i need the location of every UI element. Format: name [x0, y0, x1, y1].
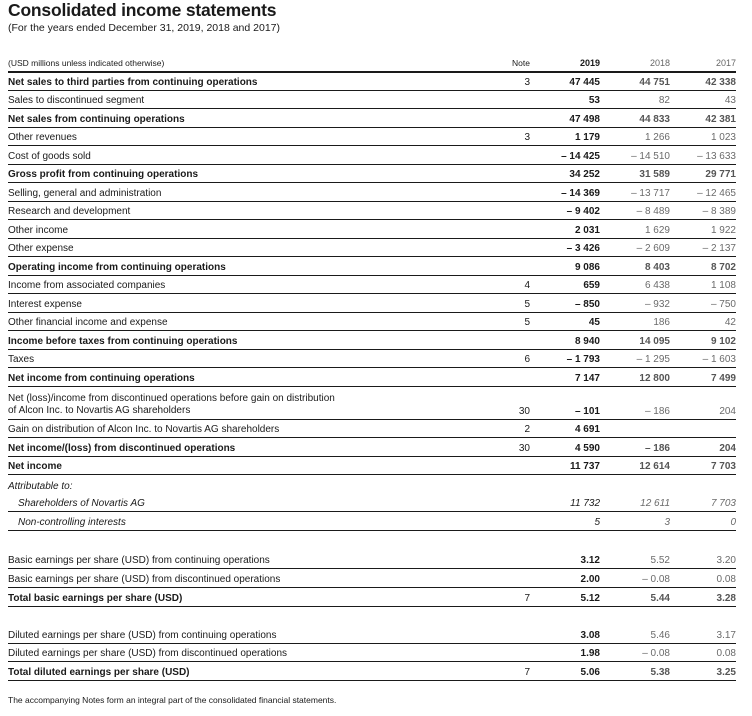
- table-row: [8, 220, 736, 239]
- row-note: 3: [524, 132, 530, 143]
- row-label: Other revenues: [8, 132, 77, 143]
- footnote: The accompanying Notes form an integral part of the consolidated financial statements.: [8, 695, 337, 705]
- row-label: Sales to discontinued segment: [8, 95, 145, 106]
- value-2019: 5.12: [580, 592, 600, 604]
- value-2018: 82: [658, 95, 670, 106]
- row-label: Cost of goods sold: [8, 150, 91, 162]
- value-2017: 7 499: [710, 372, 736, 384]
- value-2018: 1 629: [644, 224, 670, 236]
- value-2019: – 1 793: [566, 354, 600, 365]
- value-2019: 659: [583, 280, 600, 291]
- table-row: [8, 183, 736, 202]
- table-row: [8, 72, 736, 91]
- value-2018: – 2 609: [636, 243, 670, 254]
- value-2019: – 14 369: [561, 187, 600, 199]
- row-label: Basic earnings per share (USD) from continuing operations: [8, 554, 270, 566]
- table-row: [8, 128, 736, 147]
- value-2019: 8 940: [574, 335, 600, 347]
- value-2018: 5.44: [650, 592, 670, 604]
- value-2017: 204: [719, 405, 736, 417]
- value-2019: 3.12: [580, 554, 600, 566]
- value-2017: 42: [724, 317, 736, 328]
- value-2018: 1 266: [644, 132, 670, 143]
- row-label: Non-controlling interests: [18, 516, 126, 528]
- value-2019: 7 147: [574, 372, 600, 384]
- row-label: Selling, general and administration: [8, 187, 162, 199]
- units-label: (USD millions unless indicated otherwise): [8, 58, 165, 68]
- value-2017: 3.25: [716, 666, 736, 678]
- table-row: [8, 512, 736, 531]
- table-row: [8, 420, 736, 439]
- value-2017: – 1 603: [702, 354, 736, 365]
- table-row: [8, 550, 736, 569]
- value-2019: 5.06: [580, 666, 600, 678]
- value-2019: – 850: [574, 298, 600, 310]
- value-2017: 0.08: [716, 573, 736, 585]
- row-note: 30: [518, 442, 530, 454]
- value-2018: 6 438: [644, 280, 670, 291]
- row-label: Income from associated companies: [8, 280, 166, 291]
- table-row: [8, 146, 736, 165]
- table-row: [8, 165, 736, 184]
- value-2019: 47 445: [569, 76, 600, 88]
- table-row: [8, 644, 736, 663]
- value-2018: 44 751: [639, 76, 670, 88]
- row-note: 5: [524, 317, 530, 328]
- value-2018: 5.38: [650, 666, 670, 678]
- row-note: 2: [524, 424, 530, 435]
- value-2017: 1 023: [710, 132, 736, 143]
- value-2019: 1 179: [574, 132, 600, 143]
- row-note: 5: [524, 298, 530, 310]
- value-2019: 45: [588, 317, 600, 328]
- value-2018: 31 589: [639, 169, 670, 180]
- value-2017: – 8 389: [702, 206, 736, 217]
- table-row: [8, 257, 736, 276]
- value-2018: 12 611: [640, 498, 670, 509]
- value-2018: 5.52: [650, 554, 670, 566]
- year-2018-header: 2018: [649, 58, 670, 68]
- row-label: Net income/(loss) from discontinued operations: [8, 442, 236, 454]
- table-row: [8, 475, 736, 494]
- row-label: Diluted earnings per share (USD) from continuing operations: [8, 629, 277, 641]
- row-label: Attributable to:: [8, 480, 73, 492]
- value-2017: 9 102: [710, 335, 736, 347]
- value-2018: 14 095: [639, 335, 670, 347]
- value-2017: 43: [724, 95, 736, 106]
- row-label: Net (loss)/income from discontinued operations before gain on distribution of Alcon Inc. to Novartis AG shareholders: [8, 392, 335, 416]
- table-row: [8, 313, 736, 332]
- row-label: Taxes: [8, 354, 35, 365]
- row-label: Net sales to third parties from continuing operations: [8, 76, 258, 88]
- value-2019: 11 737: [569, 461, 600, 472]
- table-row: [8, 109, 736, 128]
- value-2017: 1 922: [710, 224, 736, 236]
- value-2019: – 101: [574, 405, 600, 417]
- row-label: Other financial income and expense: [8, 317, 168, 328]
- table-row: [8, 276, 736, 295]
- value-2018: 12 800: [639, 372, 670, 384]
- value-2019: 53: [588, 95, 600, 106]
- row-label: Total diluted earnings per share (USD): [8, 666, 190, 678]
- row-label: Other income: [8, 224, 69, 236]
- value-2018: – 0.08: [642, 648, 670, 659]
- value-2017: 42 381: [705, 113, 736, 125]
- row-label: Interest expense: [8, 298, 82, 310]
- value-2018: – 932: [644, 298, 670, 310]
- row-label: Research and development: [8, 206, 131, 217]
- note-column-header: Note: [512, 58, 530, 68]
- value-2019: 2.00: [580, 573, 600, 585]
- value-2019: 4 691: [574, 424, 600, 435]
- value-2017: 3.17: [716, 629, 736, 641]
- table-row: [8, 387, 736, 420]
- table-row: [8, 457, 736, 476]
- value-2019: – 9 402: [566, 206, 600, 217]
- row-label: Net sales from continuing operations: [8, 113, 185, 125]
- table-header: [8, 58, 736, 70]
- value-2018: 3: [664, 516, 670, 528]
- table-row: [8, 294, 736, 313]
- value-2017: 8 702: [710, 261, 736, 273]
- row-label: Basic earnings per share (USD) from discontinued operations: [8, 573, 281, 585]
- row-label: Operating income from continuing operations: [8, 261, 226, 273]
- table-row: [8, 202, 736, 221]
- value-2018: – 186: [644, 442, 670, 454]
- value-2018: – 13 717: [631, 187, 670, 199]
- table-row: [8, 588, 736, 607]
- value-2017: – 12 465: [697, 187, 736, 199]
- table-row: [8, 494, 736, 513]
- value-2018: 44 833: [639, 113, 670, 125]
- table-row: [8, 350, 736, 369]
- year-2017-header: 2017: [715, 58, 736, 68]
- value-2017: – 2 137: [702, 243, 736, 254]
- value-2019: 47 498: [569, 113, 600, 125]
- value-2018: 8 403: [644, 261, 670, 273]
- value-2017: 1 108: [710, 280, 736, 291]
- value-2019: – 3 426: [566, 243, 600, 254]
- value-2018: 5.46: [650, 629, 670, 641]
- row-label: Net income: [8, 461, 62, 472]
- table-row: [8, 239, 736, 258]
- value-2019: 3.08: [580, 629, 600, 641]
- value-2018: – 0.08: [642, 573, 670, 585]
- value-2017: 3.28: [716, 592, 736, 604]
- page-subtitle: (For the years ended December 31, 2019, 2018 and 2017): [8, 22, 281, 34]
- year-2019-header: 2019: [579, 58, 600, 68]
- table-row: [8, 331, 736, 350]
- page-title: Consolidated income statements: [8, 0, 277, 20]
- value-2019: 9 086: [574, 261, 600, 273]
- value-2019: 11 732: [570, 498, 600, 509]
- value-2018: 12 614: [639, 461, 670, 472]
- value-2018: 186: [653, 317, 670, 328]
- row-note: 7: [524, 592, 530, 604]
- table-row: [8, 569, 736, 588]
- row-note: 4: [524, 280, 530, 291]
- row-label: Total basic earnings per share (USD): [8, 592, 183, 604]
- row-note: 6: [524, 354, 530, 365]
- value-2019: 5: [594, 516, 600, 528]
- row-label: Diluted earnings per share (USD) from discontinued operations: [8, 648, 288, 659]
- value-2019: 2 031: [574, 224, 600, 236]
- row-label: Net income from continuing operations: [8, 372, 195, 384]
- value-2019: – 14 425: [561, 150, 600, 162]
- row-label: Gross profit from continuing operations: [8, 169, 198, 180]
- row-label: Other expense: [8, 243, 74, 254]
- value-2019: 1.98: [580, 648, 600, 659]
- table-row: [8, 91, 736, 110]
- value-2018: – 8 489: [636, 206, 670, 217]
- value-2018: – 186: [644, 405, 670, 417]
- value-2017: 42 338: [705, 76, 736, 88]
- row-label: Gain on distribution of Alcon Inc. to Novartis AG shareholders: [8, 424, 280, 435]
- value-2017: 204: [719, 442, 736, 454]
- row-note: 3: [524, 76, 530, 88]
- value-2017: – 750: [710, 298, 736, 310]
- value-2017: – 13 633: [697, 150, 736, 162]
- value-2017: 7 703: [710, 461, 736, 472]
- row-note: 30: [518, 405, 530, 417]
- value-2019: 4 590: [574, 442, 600, 454]
- row-note: 7: [524, 666, 530, 678]
- table-row: [8, 625, 736, 644]
- value-2019: 34 252: [569, 169, 600, 180]
- value-2017: 7 703: [710, 498, 736, 509]
- table-row: [8, 438, 736, 457]
- row-label: Shareholders of Novartis AG: [18, 498, 145, 509]
- value-2017: 0: [730, 516, 736, 528]
- value-2017: 3.20: [716, 554, 736, 566]
- table-row: [8, 662, 736, 681]
- value-2017: 29 771: [705, 169, 736, 180]
- value-2018: – 14 510: [631, 150, 670, 162]
- row-label: Income before taxes from continuing operations: [8, 335, 238, 347]
- table-row: [8, 368, 736, 387]
- value-2018: – 1 295: [636, 354, 670, 365]
- value-2017: 0.08: [716, 648, 736, 659]
